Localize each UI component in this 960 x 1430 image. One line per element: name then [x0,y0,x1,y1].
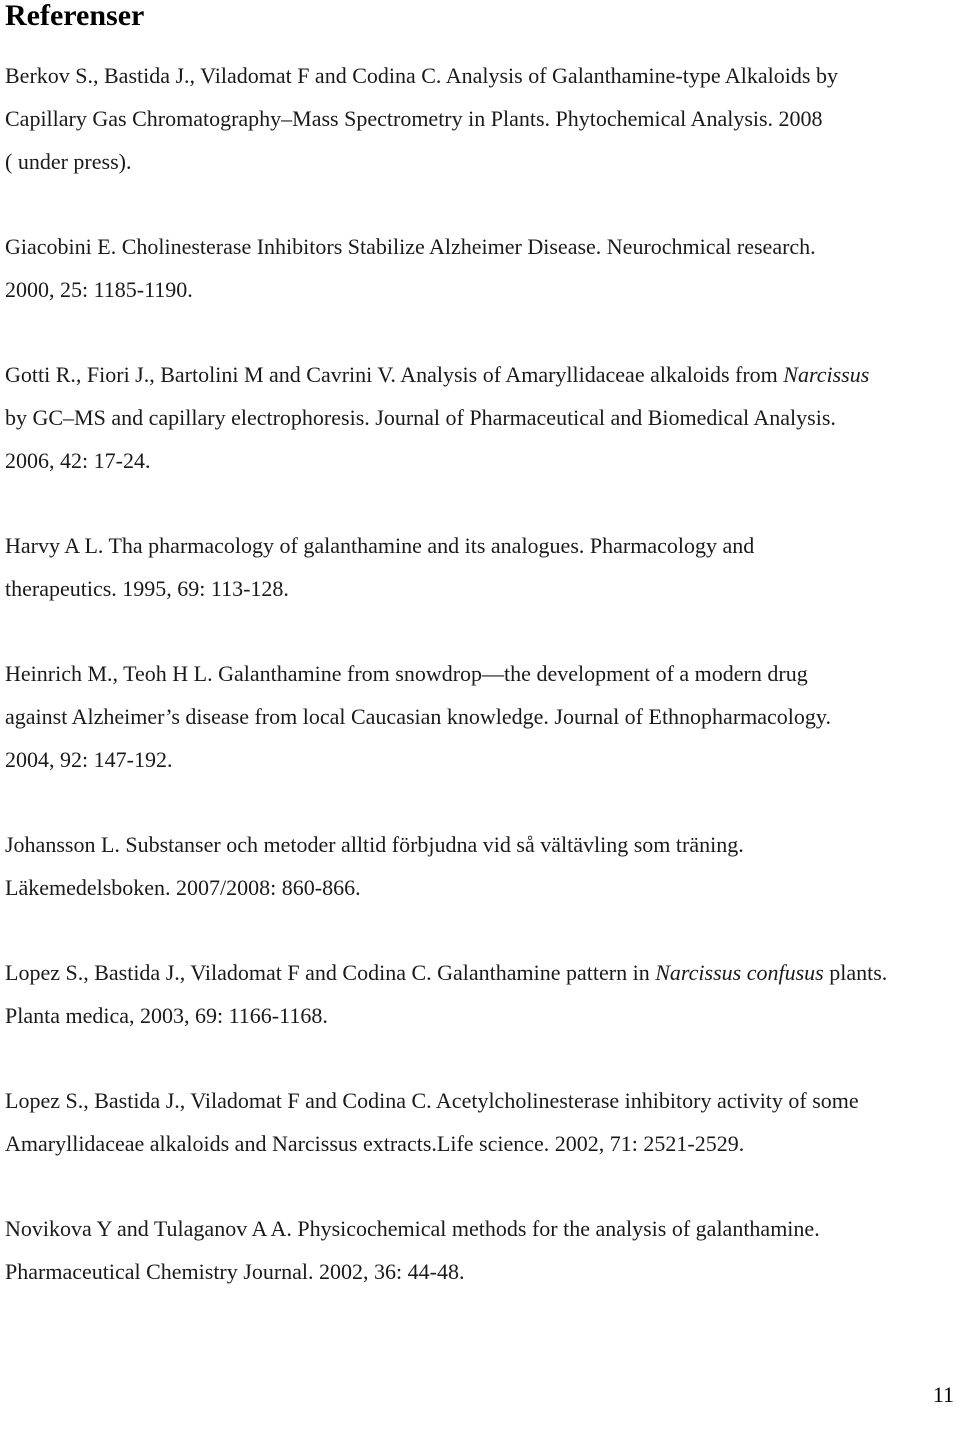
reference-text: 2004, 92: 147-192. [5,747,173,772]
reference-text: ( under press). [5,149,132,174]
reference-text: therapeutics. 1995, 69: 113-128. [5,576,289,601]
reference-text: Lopez S., Bastida J., Viladomat F and Codina C. Acetylcholinesterase inhibitory activity of some [5,1088,859,1113]
reference-entry [5,225,957,311]
reference-line [5,353,957,396]
reference-line [5,738,957,781]
reference-line [5,524,957,567]
reference-line [5,54,957,97]
reference-text: Giacobini E. Cholinesterase Inhibitors Stabilize Alzheimer Disease. Neurochmical research. [5,234,816,259]
reference-line [5,439,957,482]
reference-entry [5,1207,957,1293]
reference-text: against Alzheimer’s disease from local Caucasian knowledge. Journal of Ethnopharmacology. [5,704,831,729]
reference-text: Berkov S., Bastida J., Viladomat F and Codina C. Analysis of Galanthamine-type Alkaloids by [5,63,838,88]
reference-line [5,97,957,140]
reference-text: Lopez S., Bastida J., Viladomat F and Codina C. Galanthamine pattern in [5,960,656,985]
reference-text: Läkemedelsboken. 2007/2008: 860-866. [5,875,361,900]
reference-line [5,652,957,695]
reference-line [5,567,957,610]
reference-text: plants. [823,960,888,985]
reference-entry [5,652,957,781]
reference-text: Heinrich M., Teoh H L. Galanthamine from snowdrop—the development of a modern drug [5,661,808,686]
page-number: 11 [932,1382,954,1407]
reference-line [5,1207,957,1250]
italic-species-name: Narcissus [783,362,870,387]
reference-line [5,951,957,994]
reference-text: Planta medica, 2003, 69: 1166-1168. [5,1003,328,1028]
reference-text: Amaryllidaceae alkaloids and Narcissus extracts.Life science. 2002, 71: 2521-2529. [5,1131,745,1156]
reference-entry [5,524,957,610]
reference-text: Harvy A L. Tha pharmacology of galanthamine and its analogues. Pharmacology and [5,533,755,558]
reference-text: by GC–MS and capillary electrophoresis. Journal of Pharmaceutical and Biomedical Analysis. [5,405,836,430]
reference-text: Gotti R., Fiori J., Bartolini M and Cavrini V. Analysis of Amaryllidaceae alkaloids from [5,362,784,387]
reference-line [5,396,957,439]
reference-text: Pharmaceutical Chemistry Journal. 2002, 36: 44-48. [5,1259,465,1284]
reference-entry [5,823,957,909]
reference-entry [5,1079,957,1165]
reference-entry [5,353,957,482]
reference-entry [5,54,957,183]
reference-line [5,866,957,909]
reference-line [5,268,957,311]
reference-line [5,1079,957,1122]
reference-line [5,1250,957,1293]
reference-line [5,823,957,866]
italic-species-name: Narcissus confusus [655,960,824,985]
reference-line [5,695,957,738]
reference-text: Novikova Y and Tulaganov A A. Physicochemical methods for the analysis of galanthamine. [5,1216,820,1241]
reference-text: 2006, 42: 17-24. [5,448,151,473]
reference-text: Capillary Gas Chromatography–Mass Spectrometry in Plants. Phytochemical Analysis. 2008 [5,106,823,131]
reference-text: 2000, 25: 1185-1190. [5,277,193,302]
reference-line [5,140,957,183]
reference-line [5,994,957,1037]
reference-text: Johansson L. Substanser och metoder alltid förbjudna vid så vältävling som träning. [5,832,744,857]
reference-line [5,225,957,268]
page-heading: Referenser [5,0,145,32]
reference-list [5,54,957,1335]
reference-line [5,1122,957,1165]
reference-entry [5,951,957,1037]
